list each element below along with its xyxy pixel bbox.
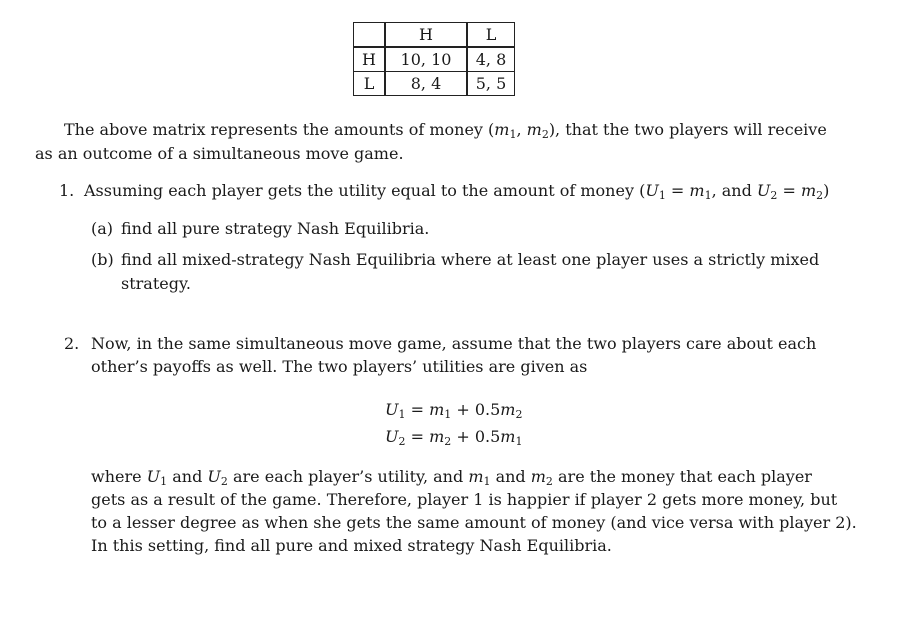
q2-para-line-2: gets as a result of the game. Therefore, player 1 is happier if player 2 gets more money, but	[91, 490, 838, 509]
q2-line-2: other’s payoffs as well. The two players’ utilities are given as	[91, 357, 588, 376]
q2-para-line-4: In this setting, find all pure and mixed strategy Nash Equilibria.	[91, 536, 612, 555]
u1-equation: $U_1 = m_1$	[645, 181, 712, 202]
q1a-label: (a)	[91, 219, 114, 238]
q2-number: 2.	[64, 334, 80, 353]
q1b-text-line-2: strategy.	[121, 274, 191, 293]
matrix-row-header: L	[354, 72, 386, 96]
intro-line-1: The above matrix represents the amounts of money ($m_1$, $m_2$), that the two players will receive	[64, 120, 827, 141]
matrix-cell: 8, 4	[385, 72, 467, 96]
matrix-header-row	[354, 23, 515, 48]
u2-equation: $U_2 = m_2$	[756, 181, 824, 202]
q1-number: 1.	[59, 181, 75, 200]
matrix-row	[354, 47, 515, 72]
matrix-col-header: L	[467, 23, 515, 48]
matrix-row-header: H	[354, 47, 386, 72]
intro-line-2: as an outcome of a simultaneous move game.	[35, 144, 404, 163]
utility-equation-2: $U_2 = m_2 + 0.5m_1$	[385, 427, 523, 448]
matrix-cell: 10, 10	[385, 47, 467, 72]
q2-para-line-3: to a lesser degree as when she gets the same amount of money (and vice versa with player 2).	[91, 513, 857, 532]
q2-para-line-1: where $U_1$ and $U_2$ are each player’s utility, and $m_1$ and $m_2$ are the money that each player	[91, 467, 812, 488]
q2-line-1: Now, in the same simultaneous move game, assume that the two players care about each	[91, 334, 817, 353]
money-pair-math: $m_1$, $m_2$	[494, 120, 549, 141]
q1-text: Assuming each player gets the utility equal to the amount of money ($U_1 = m_1$, and $U_2 = m_2$)	[84, 181, 830, 202]
q1a-text: find all pure strategy Nash Equilibria.	[121, 219, 430, 238]
matrix-corner-cell	[354, 23, 386, 48]
utility-equation-1: $U_1 = m_1 + 0.5m_2$	[385, 400, 523, 421]
q1b-label: (b)	[91, 250, 114, 269]
payoff-matrix	[353, 22, 515, 96]
matrix-col-header: H	[385, 23, 467, 48]
matrix-cell: 4, 8	[467, 47, 515, 72]
matrix-row	[354, 72, 515, 96]
matrix-cell: 5, 5	[467, 72, 515, 96]
q1b-text-line-1: find all mixed-strategy Nash Equilibria where at least one player uses a strictly mixed	[121, 250, 820, 269]
